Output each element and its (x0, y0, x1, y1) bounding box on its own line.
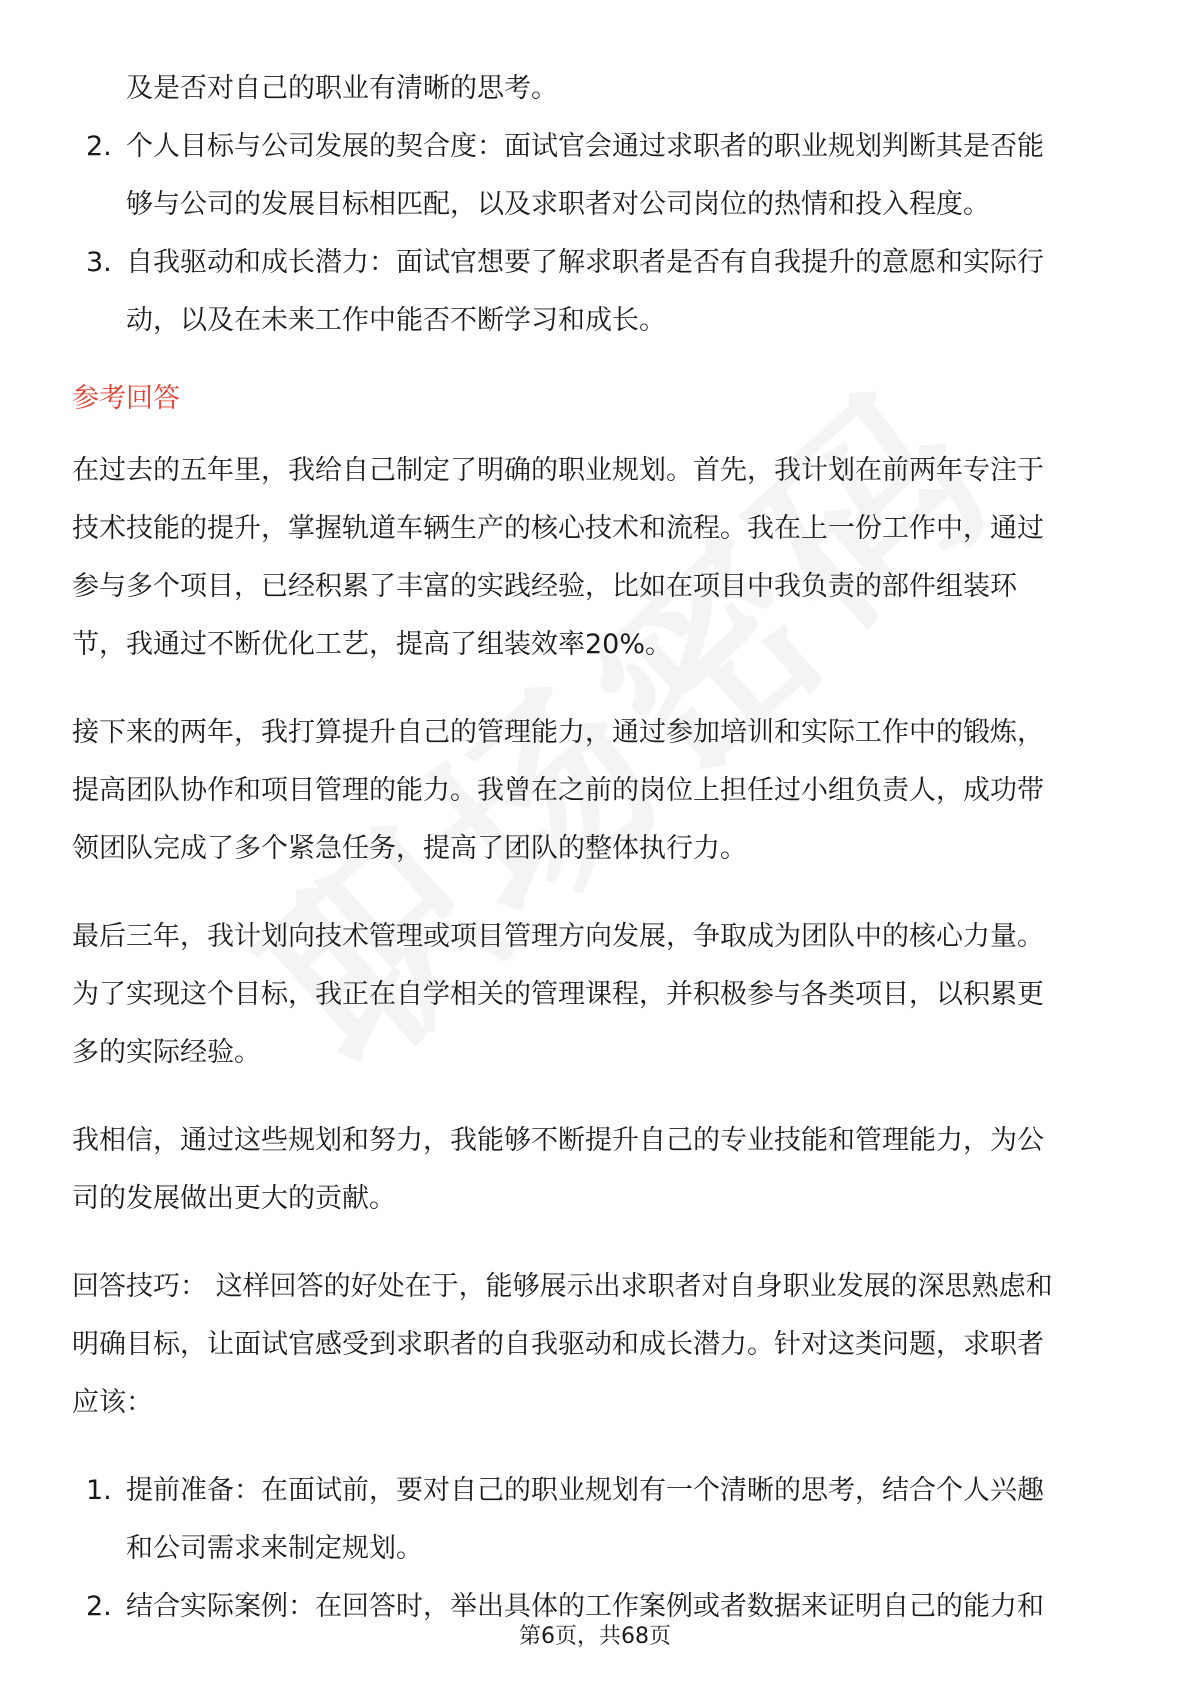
paragraph-line: 技术技能的提升，掌握轨道车辆生产的核心技术和流程。我在上一份工作中，通过 (72, 513, 1044, 544)
paragraph-line: 在过去的五年里，我给自己制定了明确的职业规划。首先，我计划在前两年专注于 (72, 455, 1044, 486)
list-item-line: 及是否对自己的职业有清晰的思考。 (126, 73, 558, 104)
list-number: 2. (86, 131, 112, 162)
list-number: 1. (86, 1475, 112, 1506)
paragraph (72, 1112, 1122, 1228)
page-footer: 第6页，共68页 (519, 1624, 671, 1649)
list-item-continuation (72, 60, 1122, 118)
paragraph-line: 我相信，通过这些规划和努力，我能够不断提升自己的专业技能和管理能力，为公 (72, 1125, 1044, 1156)
list-item-line: 够与公司的发展目标相匹配，以及求职者对公司岗位的热情和投入程度。 (126, 189, 990, 220)
list-item-line: 提前准备：在面试前，要对自己的职业规划有一个清晰的思考，结合个人兴趣 (126, 1475, 1044, 1506)
paragraph-line: 为了实现这个目标，我正在自学相关的管理课程，并积极参与各类项目，以积累更 (72, 979, 1044, 1010)
list-item (72, 1462, 1122, 1578)
page-content (72, 60, 1122, 1636)
paragraph (72, 442, 1122, 674)
paragraph-line: 多的实际经验。 (72, 1037, 261, 1068)
paragraph-tips (72, 1258, 1122, 1432)
list-number: 3. (86, 247, 112, 278)
list-item-line: 结合实际案例：在回答时，举出具体的工作案例或者数据来证明自己的能力和 (126, 1591, 1044, 1622)
list-item-line: 动，以及在未来工作中能否不断学习和成长。 (126, 305, 666, 336)
paragraph-line: 节，我通过不断优化工艺，提高了组装效率20%。 (72, 629, 673, 660)
paragraph-line: 提高团队协作和项目管理的能力。我曾在之前的岗位上担任过小组负责人，成功带 (72, 775, 1044, 806)
list-number: 2. (86, 1591, 112, 1622)
paragraph (72, 704, 1122, 878)
list-item (72, 118, 1122, 234)
paragraph-line: 司的发展做出更大的贡献。 (72, 1183, 396, 1214)
section-heading: 参考回答 (72, 383, 180, 414)
paragraph-line: 应该： (72, 1387, 153, 1418)
list-item-line: 自我驱动和成长潜力：面试官想要了解求职者是否有自我提升的意愿和实际行 (126, 247, 1044, 278)
paragraph-line: 领团队完成了多个紧急任务，提高了团队的整体执行力。 (72, 833, 747, 864)
paragraph-line: 接下来的两年，我打算提升自己的管理能力，通过参加培训和实际工作中的锻炼， (72, 717, 1044, 748)
list-item-line: 个人目标与公司发展的契合度：面试官会通过求职者的职业规划判断其是否能 (126, 131, 1044, 162)
list-item-line: 和公司需求来制定规划。 (126, 1533, 423, 1564)
paragraph-line: 明确目标，让面试官感受到求职者的自我驱动和成长潜力。针对这类问题，求职者 (72, 1329, 1044, 1360)
list-item (72, 234, 1122, 350)
top-list (72, 60, 1122, 350)
tips-list (72, 1462, 1122, 1636)
paragraph-line: 最后三年，我计划向技术管理或项目管理方向发展，争取成为团队中的核心力量。 (72, 921, 1044, 952)
paragraph-line: 回答技巧： 这样回答的好处在于，能够展示出求职者对自身职业发展的深思熟虑和 (72, 1271, 1053, 1302)
paragraph-line: 参与多个项目，已经积累了丰富的实践经验，比如在项目中我负责的部件组装环 (72, 571, 1017, 602)
paragraph (72, 908, 1122, 1082)
